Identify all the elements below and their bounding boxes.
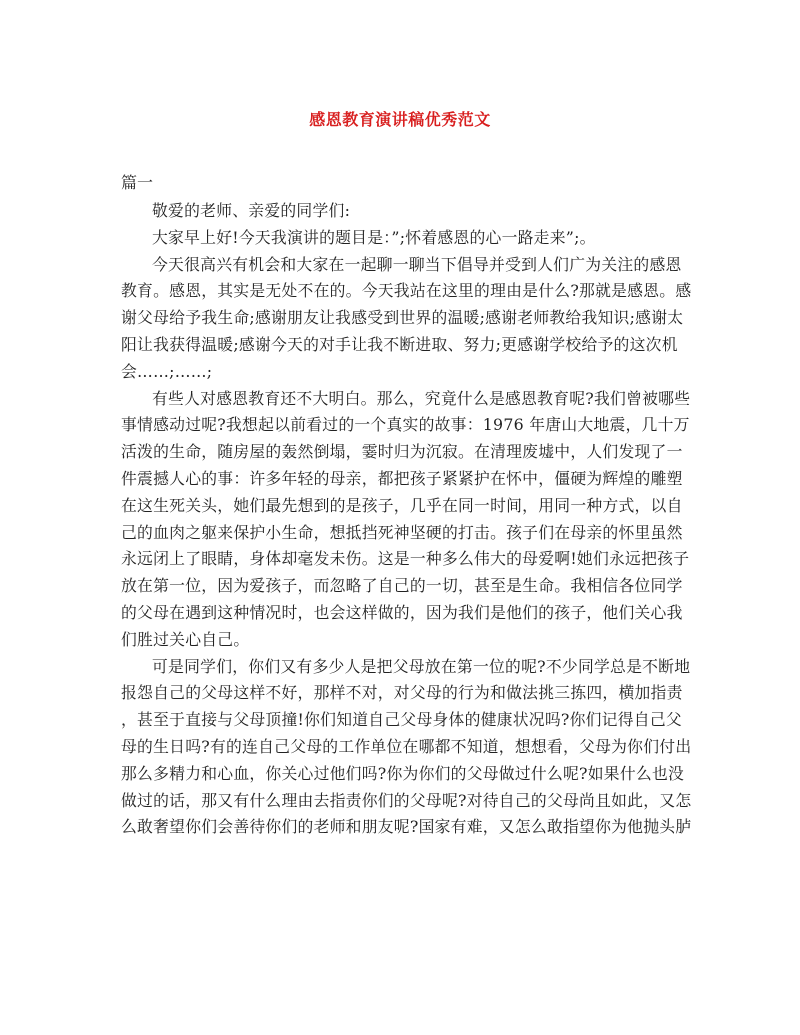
text-line: 事情感动过呢?我想起以前看过的一个真实的故事：1976 年唐山大地震，几十万 — [121, 415, 690, 435]
text-line: 件震撼人心的事：许多年轻的母亲，都把孩子紧紧护在怀中，僵硬为辉煌的雕塑 — [121, 468, 683, 488]
text-line: 活泼的生命，随房屋的轰然倒塌，霎时归为沉寂。在清理废墟中，人们发现了一 — [121, 442, 683, 462]
paragraph — [121, 386, 691, 654]
text-line: 己的血肉之躯来保护小生命，想抵挡死神坚硬的打击。孩子们在母亲的怀里虽然 — [121, 522, 683, 542]
text-line: ，甚至于直接与父母顶撞!你们知道自己父母身体的健康状况吗?你们记得自己父 — [121, 710, 682, 730]
paragraph — [121, 252, 692, 386]
text-line: 报怨自己的父母这样不好，那样不对，对父母的行为和做法挑三拣四，横加指责 — [121, 683, 683, 703]
paragraph — [121, 225, 681, 252]
text-line: 的父母在遇到这种情况时，也会这样做的，因为我们是他们的孩子，他们关心我 — [121, 602, 683, 622]
text-line: 有些人对感恩教育还不大明白。那么，究竟什么是感恩教育呢?我们曾被哪些 — [152, 388, 691, 408]
text-line: 大家早上好!今天我演讲的题目是：”;怀着感恩的心一路走来”;。 — [152, 227, 596, 247]
section-label: 篇一 — [121, 173, 154, 192]
text-line: 今天很高兴有机会和大家在一起聊一聊当下倡导并受到人们广为关注的感恩 — [152, 254, 682, 274]
text-line: 那么多精力和心血，你关心过他们吗?你为你们的父母做过什么呢?如果什么也没 — [121, 763, 685, 783]
text-line: 在这生死关头，她们最先想到的是孩子，几乎在同一时间，用同一种方式，以自 — [121, 495, 683, 515]
text-line: 放在第一位，因为爱孩子，而忽略了自己的一切，甚至是生命。我相信各位同学 — [121, 576, 683, 596]
text-line: 阳让我获得温暖;感谢今天的对手让我不断进取、努力;更感谢学校给予的这次机 — [121, 334, 678, 354]
text-line: 母的生日吗?有的连自己父母的工作单位在哪都不知道，想想看，父母为你们付出 — [121, 736, 692, 756]
text-line: 敬爱的老师、亲爱的同学们: — [152, 201, 351, 220]
text-line: 谢父母给予我生命;感谢朋友让我感受到世界的温暖;感谢老师教给我知识;感谢太 — [121, 308, 684, 328]
text-line: 做过的话，那又有什么理由去指责你们的父母呢?对待自己的父母尚且如此，又怎 — [121, 790, 692, 810]
text-line: 教育。感恩，其实是无处不在的。今天我站在这里的理由是什么?那就是感恩。感 — [121, 281, 692, 301]
paragraph — [121, 198, 681, 225]
document-body — [121, 198, 692, 841]
paragraph — [121, 654, 692, 842]
text-line: 可是同学们，你们又有多少人是把父母放在第一位的呢?不少同学总是不断地 — [152, 656, 691, 676]
text-line: 永远闭上了眼睛，身体却毫发未伤。这是一种多么伟大的母爱啊!她们永远把孩子 — [121, 549, 690, 569]
text-line: 会……;……; — [121, 361, 213, 381]
text-line: 么敢奢望你们会善待你们的老师和朋友呢?国家有难，又怎么敢指望你为他抛头胪 — [121, 817, 692, 837]
document-title: 感恩教育演讲稿优秀范文 — [309, 110, 491, 129]
text-line: 们胜过关心自己。 — [121, 629, 250, 649]
